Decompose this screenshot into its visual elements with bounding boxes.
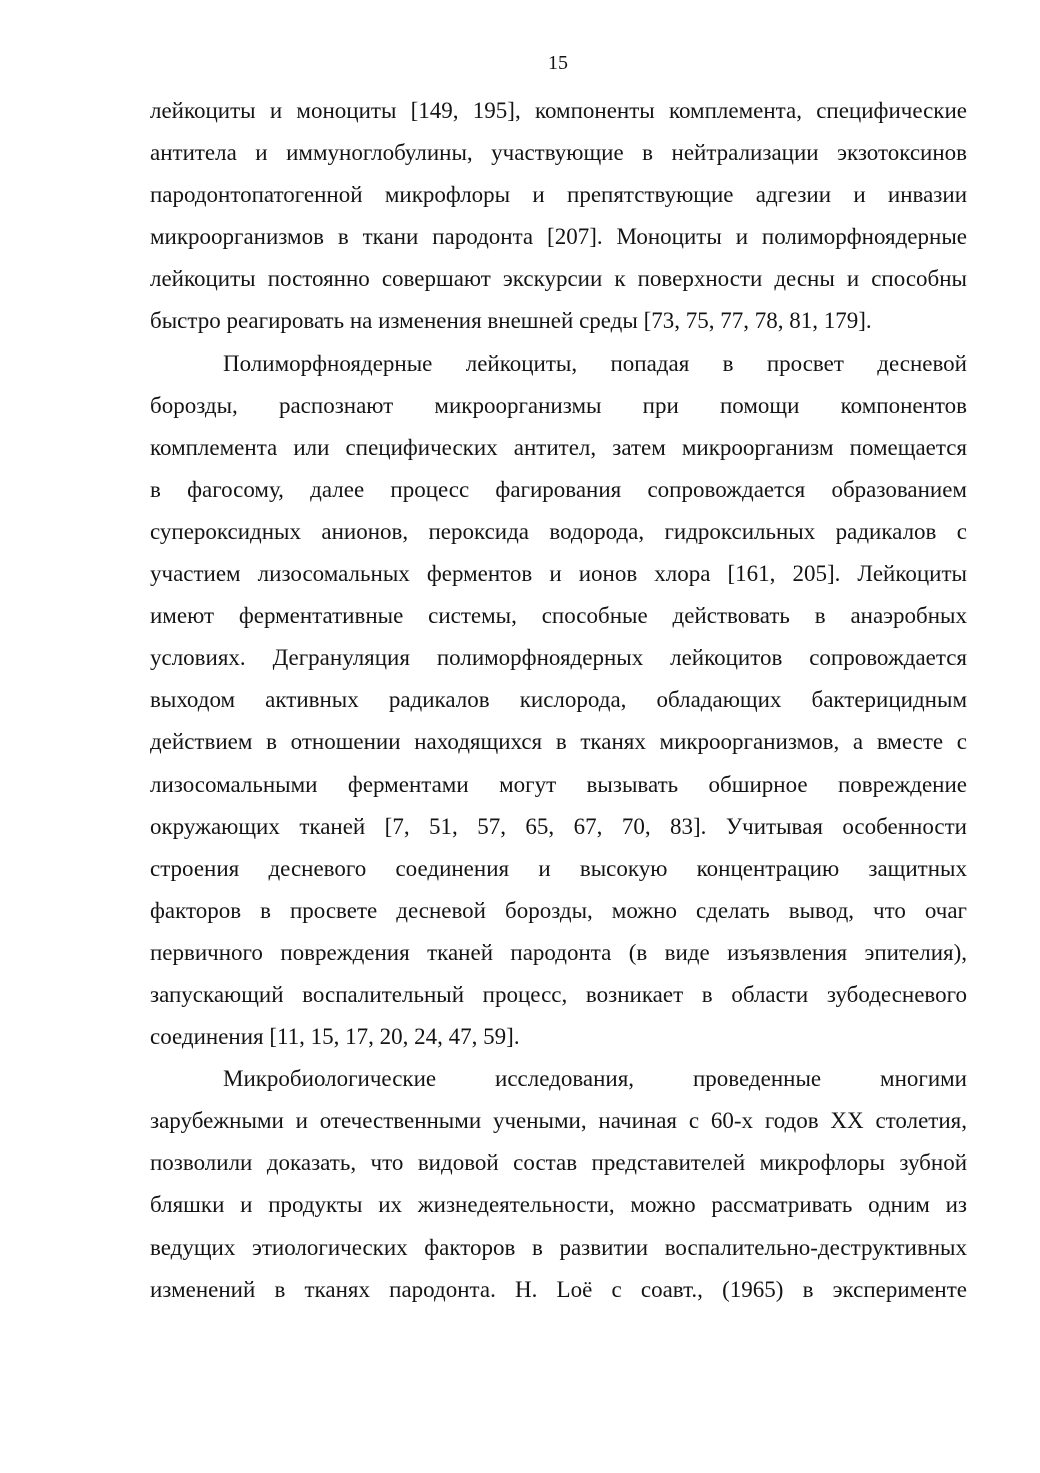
text-line: пародонтопатогенной микрофлоры и препятствующие адгезии и инвазии: [150, 182, 967, 208]
text-line: комплемента или специфических антител, затем микроорганизм помещается: [150, 434, 967, 460]
text-line: окружающих тканей [7, 51, 57, 65, 67, 70, 83]. Учитывая особенности: [150, 813, 967, 839]
text-line: зарубежными и отечественными учеными, начиная с 60-х годов XX столетия,: [150, 1108, 967, 1134]
page-number: 15: [548, 52, 568, 74]
text-line: быстро реагировать на изменения внешней среды [73, 75, 77, 78, 81, 179].: [150, 308, 872, 334]
text-line: ведущих этиологических факторов в развитии воспалительно-деструктивных: [150, 1234, 967, 1260]
text-line: строения десневого соединения и высокую концентрацию защитных: [150, 855, 967, 881]
text-line: лизосомальными ферментами могут вызывать обширное повреждение: [150, 771, 967, 797]
text-line: изменений в тканях пародонта. H. Loё с соавт., (1965) в эксперименте: [150, 1276, 967, 1302]
text-line: выходом активных радикалов кислорода, обладающих бактерицидным: [150, 687, 967, 713]
text-line: борозды, распознают микроорганизмы при помощи компонентов: [150, 392, 967, 418]
text-line: в фагосому, далее процесс фагирования сопровождается образованием: [150, 476, 967, 502]
text-line: лейкоциты постоянно совершают экскурсии к поверхности десны и способны: [150, 266, 967, 292]
text-line: микроорганизмов в ткани пародонта [207]. Моноциты и полиморфноядерные: [150, 224, 967, 250]
text-line: супероксидных анионов, пероксида водорода, гидроксильных радикалов с: [150, 518, 967, 544]
document-body: [150, 90, 967, 1311]
text-line: условиях. Дегрануляция полиморфноядерных лейкоцитов сопровождается: [150, 645, 967, 671]
paragraph-first-line: Полиморфноядерные лейкоциты, попадая в просвет десневой: [223, 350, 967, 376]
text-line: факторов в просвете десневой борозды, можно сделать вывод, что очаг: [150, 897, 967, 923]
text-line: позволили доказать, что видовой состав представителей микрофлоры зубной: [150, 1150, 967, 1176]
text-line: действием в отношении находящихся в тканях микроорганизмов, а вместе с: [150, 729, 967, 755]
text-line: бляшки и продукты их жизнедеятельности, можно рассматривать одним из: [150, 1192, 967, 1218]
paragraph-first-line: Микробиологические исследования, проведенные многими: [223, 1066, 967, 1092]
text-line: первичного повреждения тканей пародонта (в виде изъязвления эпителия),: [150, 939, 967, 965]
text-line: запускающий воспалительный процесс, возникает в области зубодесневого: [150, 981, 967, 1007]
text-line: участием лизосомальных ферментов и ионов хлора [161, 205]. Лейкоциты: [150, 561, 967, 587]
text-line: лейкоциты и моноциты [149, 195], компоненты комплемента, специфические: [150, 98, 967, 123]
text-line: антитела и иммуноглобулины, участвующие в нейтрализации экзотоксинов: [150, 140, 967, 166]
text-line: соединения [11, 15, 17, 20, 24, 47, 59].: [150, 1024, 520, 1050]
text-line: имеют ферментативные системы, способные действовать в анаэробных: [150, 603, 967, 629]
